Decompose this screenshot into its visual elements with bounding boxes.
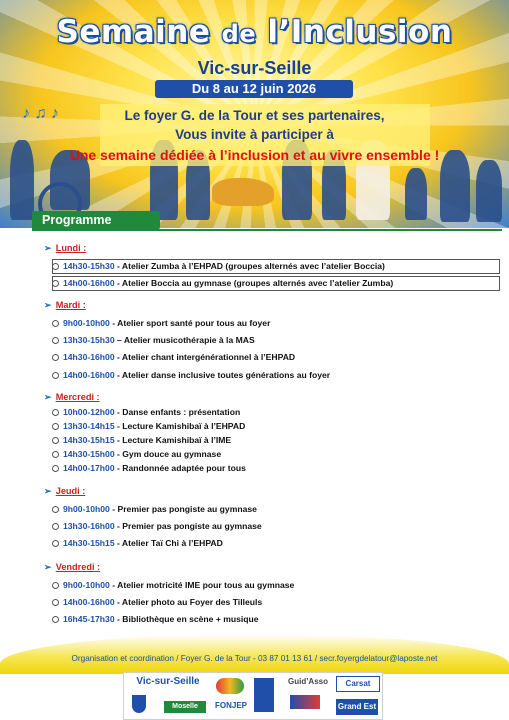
page-title: Semaine de l’Inclusion xyxy=(56,14,453,50)
day-heading-mardi: ➢ Mardi : xyxy=(44,300,86,310)
event-dates: Du 8 au 12 juin 2026 xyxy=(155,80,353,98)
bullet-icon xyxy=(52,354,59,361)
logo-vic-sur-seille: Vic-sur-Seille xyxy=(136,676,200,687)
logo-moselle: Moselle xyxy=(164,701,206,713)
list-item: 13h30-15h30 – Atelier musicothérapie à la MAS xyxy=(52,335,502,345)
list-item: 16h45-17h30 - Bibliothèque en scène + musique xyxy=(52,614,502,624)
footer-contact: Organisation et coordination / Foyer G. de la Tour - 03 87 01 13 61 / secr.foyergdelatour@laposte.net xyxy=(71,654,438,663)
bullet-icon xyxy=(52,409,59,416)
day-heading-mercredi: ➢ Mercredi : xyxy=(44,392,100,402)
bullet-icon xyxy=(52,437,59,444)
arrow-icon: ➢ xyxy=(44,486,52,496)
list-item: 9h00-10h00 - Premier pas pongiste au gymnase xyxy=(52,504,502,514)
list-item: 9h00-10h00 - Atelier sport santé pour tous au foyer xyxy=(52,318,502,328)
list-item: 9h00-10h00 - Atelier motricité IME pour tous au gymnase xyxy=(52,580,502,590)
fdva-icon xyxy=(290,695,320,709)
programme-tab: Programme xyxy=(32,211,160,230)
invite-line-3: Une semaine dédiée à l’inclusion et au vivre ensemble ! xyxy=(69,147,440,163)
list-item: 14h30-16h00 - Atelier chant intergénérationnel à l’EHPAD xyxy=(52,352,502,362)
bullet-icon xyxy=(52,523,59,530)
invite-line-1: Le foyer G. de la Tour et ses partenaires, xyxy=(124,108,385,123)
arrow-icon: ➢ xyxy=(44,392,52,402)
day-heading-vendredi: ➢ Vendredi : xyxy=(44,562,101,572)
silhouette-person-icon xyxy=(476,160,502,222)
bullet-icon xyxy=(52,582,59,589)
header-banner xyxy=(0,0,509,228)
coat-of-arms-icon xyxy=(132,695,146,713)
arrow-icon: ➢ xyxy=(44,562,52,572)
logo-carsat: Carsat xyxy=(336,676,380,692)
bullet-icon xyxy=(52,337,59,344)
bullet-icon xyxy=(52,423,59,430)
list-item: 10h00-12h00 - Danse enfants : présentation xyxy=(52,407,502,417)
silhouette-child-icon xyxy=(405,168,427,220)
town-name: Vic-sur-Seille xyxy=(197,58,312,78)
bullet-icon xyxy=(52,280,59,287)
day-heading-lundi: ➢ Lundi : xyxy=(44,243,87,253)
list-item: 14h30-15h15 - Atelier Taï Chi à l’EHPAD xyxy=(52,538,502,548)
logo-guidasso: Guid’Asso xyxy=(287,677,328,686)
arrow-icon: ➢ xyxy=(44,243,52,253)
bullet-icon xyxy=(52,599,59,606)
list-item: 13h30-14h15 - Lecture Kamishibaï à l’EHPAD xyxy=(52,421,502,431)
emblem-icon xyxy=(254,678,274,712)
bullet-icon xyxy=(52,540,59,547)
music-notes-icon: ♪ ♫ ♪ xyxy=(22,105,59,122)
invite-line-2: Vous invite à participer à xyxy=(175,127,334,142)
bullet-icon xyxy=(52,465,59,472)
list-item: 14h00-16h00 - Atelier Boccia au gymnase (groupes alternés avec l’atelier Zumba) xyxy=(52,278,502,288)
list-item: 14h30-15h15 - Lecture Kamishibaï à l’IME xyxy=(52,435,502,445)
list-item: 14h30-15h00 - Gym douce au gymnase xyxy=(52,449,502,459)
logo-grand-est: Grand Est xyxy=(336,699,378,715)
list-item: 14h00-16h00 - Atelier danse inclusive toutes générations au foyer xyxy=(52,370,502,380)
list-item: 13h30-16h00 - Premier pas pongiste au gymnase xyxy=(52,521,502,531)
bullet-icon xyxy=(52,506,59,513)
programme-divider xyxy=(32,229,502,231)
list-item: 14h30-15h30 - Atelier Zumba à l’EHPAD (groupes alternés avec l’atelier Boccia) xyxy=(52,261,502,271)
arrow-icon: ➢ xyxy=(44,300,52,310)
bullet-icon xyxy=(52,372,59,379)
bullet-icon xyxy=(52,616,59,623)
bullet-icon xyxy=(52,320,59,327)
sports-logo-icon xyxy=(216,678,244,694)
bullet-icon xyxy=(52,451,59,458)
partner-logos xyxy=(123,672,383,720)
bullet-icon xyxy=(52,263,59,270)
list-item: 14h00-17h00 - Randonnée adaptée pour tous xyxy=(52,463,502,473)
guide-dog-icon xyxy=(212,178,274,206)
logo-fonjep: FONJEP xyxy=(214,701,247,710)
day-heading-jeudi: ➢ Jeudi : xyxy=(44,486,86,496)
list-item: 14h00-16h00 - Atelier photo au Foyer des Tilleuls xyxy=(52,597,502,607)
